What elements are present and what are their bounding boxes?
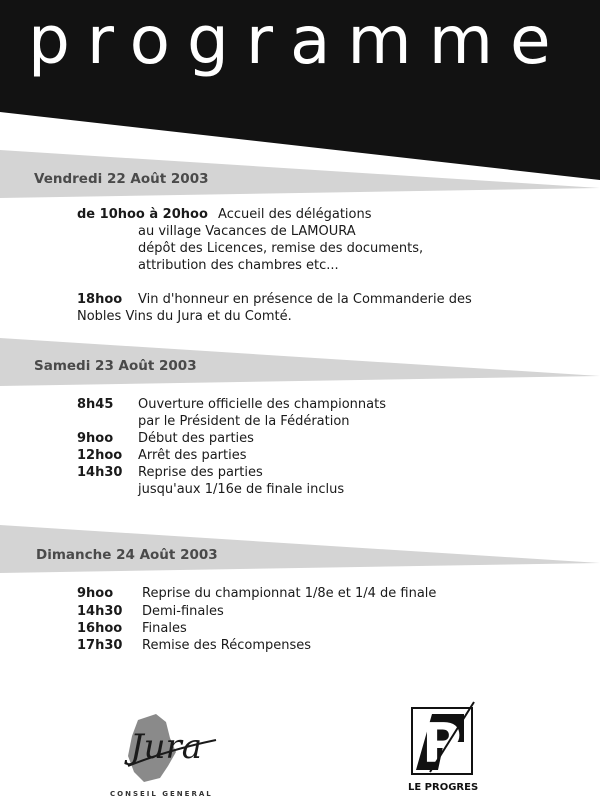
le-progres-letter: P bbox=[422, 712, 462, 775]
le-progres-name: LE PROGRES bbox=[408, 782, 479, 793]
event-description: Finales bbox=[142, 621, 187, 636]
event-row bbox=[77, 206, 372, 223]
event-description: Vin d'honneur en présence de la Commanderie des bbox=[138, 292, 472, 307]
event-description: Début des parties bbox=[138, 431, 254, 446]
day-heading-saturday: Samedi 23 Août 2003 bbox=[34, 358, 197, 374]
event-time: 12hoo bbox=[77, 448, 123, 463]
event-time: 17h30 bbox=[77, 638, 123, 653]
event-description-cont: par le Président de la Fédération bbox=[138, 414, 350, 429]
event-description-cont: jusqu'aux 1/16e de finale inclus bbox=[138, 482, 345, 497]
jura-map-icon bbox=[108, 700, 228, 788]
event-description: Reprise des parties bbox=[138, 465, 263, 480]
event-time: 14h30 bbox=[77, 465, 123, 480]
event-row bbox=[77, 447, 247, 464]
event-row bbox=[77, 603, 224, 620]
jura-logo bbox=[108, 700, 228, 802]
event-row bbox=[77, 430, 254, 447]
event-time: 14h30 bbox=[77, 604, 123, 619]
event-description-cont: Nobles Vins du Jura et du Comté. bbox=[77, 309, 292, 324]
event-row bbox=[77, 637, 311, 654]
event-time: de 10hoo à 20hoo bbox=[77, 207, 208, 222]
day-heading-friday: Vendredi 22 Août 2003 bbox=[34, 171, 209, 187]
event-time: 9hoo bbox=[77, 586, 114, 601]
event-row bbox=[77, 396, 386, 413]
le-progres-logo bbox=[408, 700, 488, 800]
event-description-cont: au village Vacances de LAMOURA bbox=[138, 224, 356, 239]
event-description: Accueil des délégations bbox=[218, 207, 372, 222]
event-time: 18hoo bbox=[77, 292, 123, 307]
le-progres-emblem-icon bbox=[408, 700, 478, 780]
event-description: Remise des Récompenses bbox=[142, 638, 312, 653]
event-time: 8h45 bbox=[77, 397, 114, 412]
event-description-cont: dépôt des Licences, remise des documents, bbox=[138, 241, 424, 256]
event-description-cont: attribution des chambres etc... bbox=[138, 258, 339, 273]
page-title: programme bbox=[28, 2, 568, 79]
jura-logo-name: Jura bbox=[130, 727, 203, 767]
day-heading-sunday: Dimanche 24 Août 2003 bbox=[36, 547, 218, 563]
event-row bbox=[77, 585, 436, 602]
event-description: Reprise du championnat 1/8e et 1/4 de finale bbox=[142, 586, 437, 601]
event-time: 9hoo bbox=[77, 431, 114, 446]
event-row bbox=[77, 464, 263, 481]
event-description: Arrêt des parties bbox=[138, 448, 247, 463]
event-description: Ouverture officielle des championnats bbox=[138, 397, 386, 412]
event-description: Demi-finales bbox=[142, 604, 224, 619]
event-row bbox=[77, 291, 472, 308]
event-time: 16hoo bbox=[77, 621, 123, 636]
jura-logo-subtitle: CONSEIL GENERAL bbox=[110, 790, 213, 798]
event-row bbox=[77, 620, 187, 637]
